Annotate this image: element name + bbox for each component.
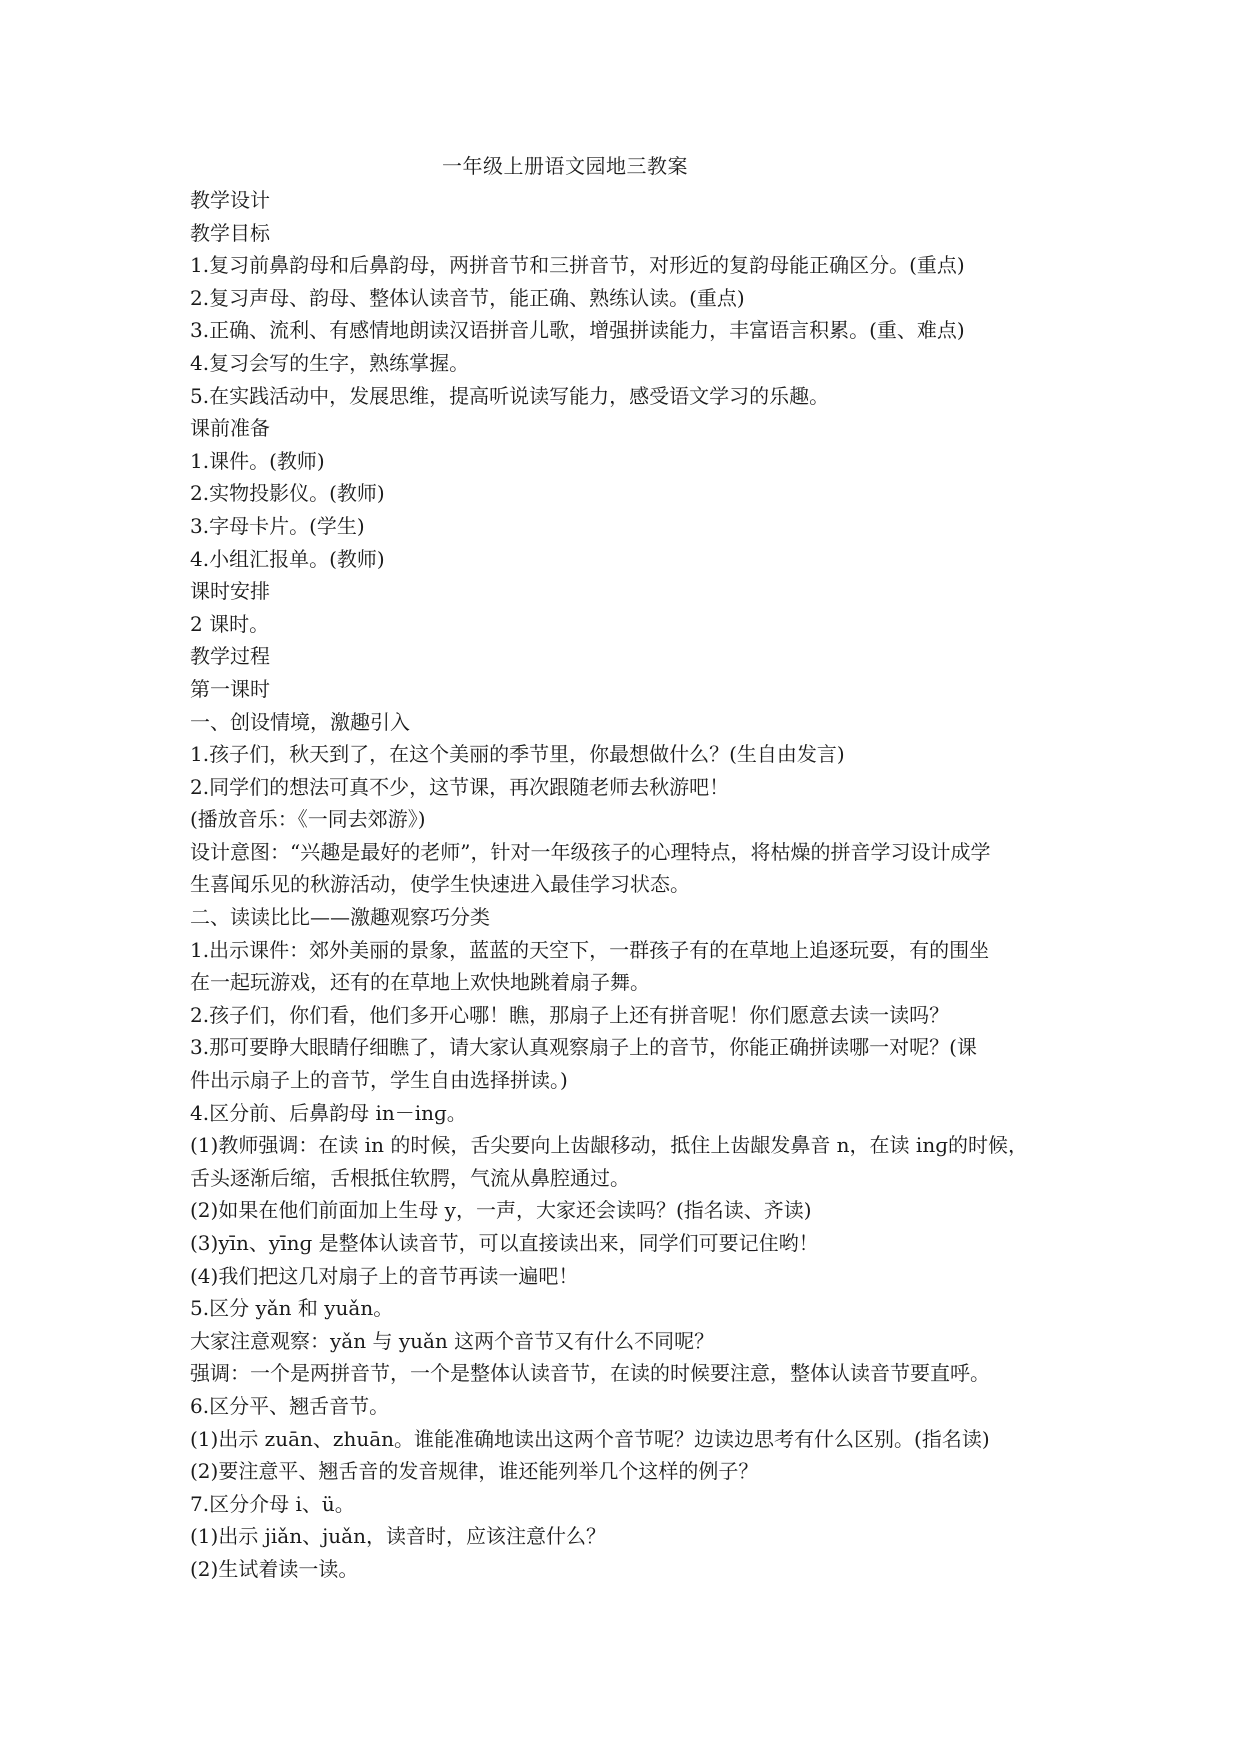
text-line: 1.出示课件：郊外美丽的景象，蓝蓝的天空下，一群孩子有的在草地上追逐玩耍，有的围坐 <box>190 937 990 962</box>
text-line: 件出示扇子上的音节，学生自由选择拼读。) <box>190 1068 568 1093</box>
text-line: (2)要注意平、翘舌音的发音规律，谁还能列举几个这样的例子？ <box>190 1459 759 1484</box>
text-line: (2)生试着读一读。 <box>190 1556 359 1581</box>
text-line: 3.那可要睁大眼睛仔细瞧了，请大家认真观察扇子上的音节，你能正确拼读哪一对呢？(课 <box>190 1035 977 1060</box>
text-line: 6.区分平、翘舌音节。 <box>190 1393 390 1418</box>
text-line: 1.复习前鼻韵母和后鼻韵母，两拼音节和三拼音节，对形近的复韵母能正确区分。(重点) <box>190 253 965 278</box>
text-line: 3.字母卡片。(学生) <box>190 513 365 538</box>
text-line: 二、读读比比——激趣观察巧分类 <box>190 905 490 930</box>
text-line: 生喜闻乐见的秋游活动，使学生快速进入最佳学习状态。 <box>190 872 690 897</box>
text-line: 2.同学们的想法可真不少，这节课，再次跟随老师去秋游吧！ <box>190 774 730 799</box>
text-line: (1)教师强调：在读 in 的时候，舌尖要向上齿龈移动，抵住上齿龈发鼻音 n，在读 inɡ的时候， <box>190 1133 1028 1158</box>
text-line: 教学过程 <box>190 644 270 669</box>
text-line: (3)yīn、yīnɡ 是整体认读音节，可以直接读出来，同学们可要记住哟！ <box>190 1231 819 1255</box>
text-line: 3.正确、流利、有感情地朗读汉语拼音儿歌，增强拼读能力，丰富语言积累。(重、难点) <box>190 318 965 343</box>
text-line: 1.孩子们，秋天到了，在这个美丽的季节里，你最想做什么？(生自由发言) <box>190 742 845 767</box>
text-line: 4.小组汇报单。(教师) <box>190 546 385 571</box>
text-line: 课前准备 <box>190 416 270 441</box>
document-title: 一年级上册语文园地三教案 <box>442 154 688 178</box>
text-line: 教学目标 <box>190 220 270 245</box>
text-line: (4)我们把这几对扇子上的音节再读一遍吧！ <box>190 1263 579 1288</box>
text-line: 5.区分 yǎn 和 yuǎn。 <box>190 1296 394 1321</box>
text-line: 第一课时 <box>190 676 270 701</box>
text-line: (播放音乐：《一同去郊游》) <box>190 807 426 832</box>
text-line: 1.课件。(教师) <box>190 448 325 473</box>
text-line: 在一起玩游戏，还有的在草地上欢快地跳着扇子舞。 <box>190 970 650 995</box>
text-line: 强调：一个是两拼音节，一个是整体认读音节，在读的时候要注意，整体认读音节要直呼。 <box>190 1361 990 1386</box>
text-line: 7.区分介母 i、ü。 <box>190 1491 355 1516</box>
text-line: 2.实物投影仪。(教师) <box>190 481 385 506</box>
text-line: 2 课时。 <box>190 611 270 636</box>
text-line: (2)如果在他们前面加上生母 y，一声，大家还会读吗？(指名读、齐读) <box>190 1198 812 1223</box>
text-line: 教学设计 <box>190 188 270 212</box>
text-line: (1)出示 zuān、zhuān。谁能准确地读出这两个音节呢？边读边思考有什么区别。(指名读) <box>190 1426 990 1451</box>
text-line: 设计意图：“兴趣是最好的老师”，针对一年级孩子的心理特点，将枯燥的拼音学习设计成学 <box>190 839 991 864</box>
document-body <box>190 184 1065 1586</box>
text-line: 课时安排 <box>190 579 270 604</box>
text-line: 4.区分前、后鼻韵母 in－inɡ。 <box>190 1100 467 1125</box>
text-line: 5.在实践活动中，发展思维，提高听说读写能力，感受语文学习的乐趣。 <box>190 383 830 408</box>
text-line: 2.孩子们，你们看，他们多开心哪！瞧，那扇子上还有拼音呢！你们愿意去读一读吗？ <box>190 1002 950 1027</box>
text-line: 2.复习声母、韵母、整体认读音节，能正确、熟练认读。(重点) <box>190 285 745 310</box>
text-line: 4.复习会写的生字，熟练掌握。 <box>190 350 470 375</box>
text-line: (1)出示 jiǎn、juǎn，读音时，应该注意什么？ <box>190 1524 606 1549</box>
text-line: 舌头逐渐后缩，舌根抵住软腭，气流从鼻腔通过。 <box>190 1165 630 1190</box>
text-line: 一、创设情境，激趣引入 <box>190 709 410 734</box>
text-line: 大家注意观察：yǎn 与 yuǎn 这两个音节又有什么不同呢？ <box>190 1328 715 1353</box>
